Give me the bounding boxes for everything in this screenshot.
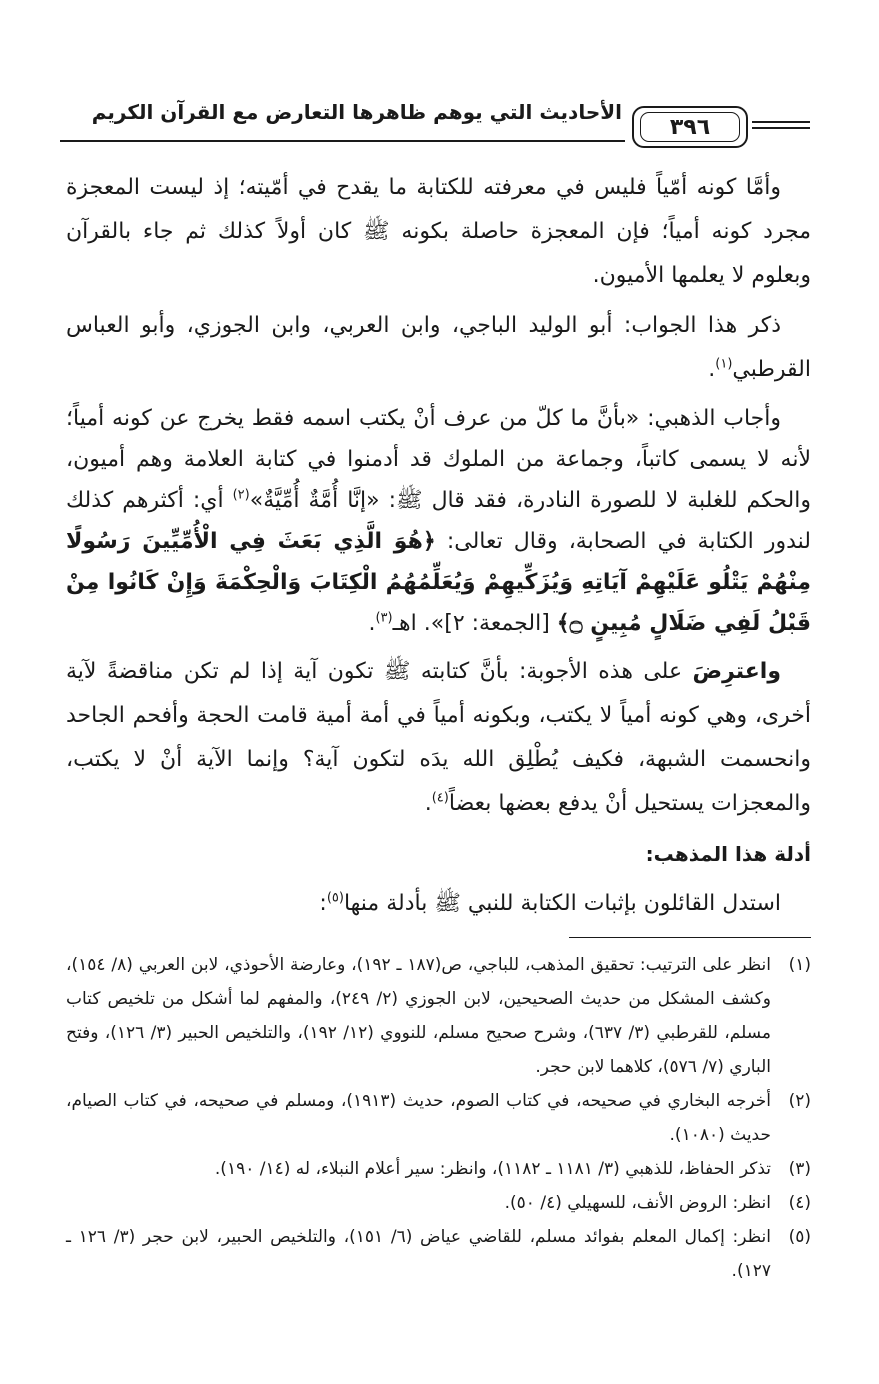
header-stub-rule (752, 121, 810, 123)
punctuation: . (708, 357, 716, 382)
footnote-text: أخرجه البخاري في صحيحه، في كتاب الصوم، حديث (١٩١٣)، ومسلم في صحيحه، في كتاب الصيام، حديث (١٠٨٠). (66, 1091, 771, 1145)
footnote-ref: (٥) (326, 890, 344, 906)
page-number: ٣٩٦ (669, 114, 711, 140)
footnote-separator (569, 937, 811, 938)
footnote-ref: (٢) (232, 487, 250, 503)
paragraph (66, 398, 811, 644)
footnote-number: (٥) (788, 1227, 811, 1247)
footnote-number: (١) (788, 955, 811, 975)
section-heading: أدلة هذا المذهب: (645, 842, 811, 866)
footnote-number: (٣) (788, 1159, 811, 1179)
paragraph (66, 650, 811, 826)
paragraph (66, 304, 811, 392)
footnote-number: (٤) (788, 1193, 811, 1213)
footnote (66, 1186, 811, 1220)
punctuation: . (368, 611, 376, 636)
paragraph-text: على هذه الأجوبة: بأنَّ كتابته ﷺ تكون آية إذا لم تكن مناقضةً لآية أخرى، وهي كونه أمياً لا يكتب، وبكونه أمياً في أمة أمية قامت الحجة وأفحم الجاحد وانحسمت الشبهة، فكيف يُطْلِق الله يدَه لتكون آية؟ وإنما الآية أنْ لا يكتب، والمعجزات يستحيل أنْ يدفع بعضها بعضاً (66, 659, 811, 816)
footnotes (66, 948, 811, 1288)
header-stub-rule (752, 127, 810, 129)
footnote-number: (٢) (788, 1091, 811, 1111)
footnote-text: انظر على الترتيب: تحقيق المذهب، للباجي، ص(١٨٧ ـ ١٩٢)، وعارضة الأحوذي، لابن العربي (٨/ ١٥٤)، وكشف المشكل من حديث الصحيحين، لابن الجوزي (٢/ ٢٤٩)، والمفهم لما أشكل من تلخيص كتاب مسلم، للقرطبي (٣/ ٦٣٧)، وشرح صحيح مسلم، للنووي (١٢/ ١٩٢)، والتلخيص الحبير (٣/ ١٢٦)، وفتح الباري (٧/ ٥٧٦)، كلاهما لابن حجر. (66, 955, 772, 1077)
footnote (66, 1084, 811, 1152)
verse-citation: [الجمعة: ٢]». اهـ (392, 611, 557, 636)
footnote (66, 1152, 811, 1186)
quran-verse: ﴿هُوَ الَّذِي بَعَثَ فِي الْأُمِّيِّينَ رَسُولًا مِنْهُمْ يَتْلُو عَلَيْهِمْ آيَاتِهِ وَيُزَكِّيهِمْ وَيُعَلِّمُهُمُ الْكِتَابَ وَالْحِكْمَةَ وَإِنْ كَانُوا مِنْ قَبْلُ لَفِي ضَلَالٍ مُبِينٍ ۝﴾ (66, 529, 811, 636)
footnote-ref: (٤) (431, 790, 449, 806)
footnote-text: انظر: إكمال المعلم بفوائد مسلم، للقاضي عياض (٦/ ١٥١)، والتلخيص الحبير، لابن حجر (٣/ ١٢٦ ـ ١٢٧). (66, 1227, 771, 1281)
paragraph-text: وأجاب الذهبي: «بأنَّ ما كلّ من عرف أنْ يكتب اسمه فقط يخرج عن كونه أمياً؛ لأنه لا يسمى كاتباً، وجماعة من الملوك قد أدمنوا في كتابة العلامة وهم أميون، والحكم للغلبة لا للصورة النادرة، فقد قال ﷺ: «إنَّا أُمَّةٌ أُمِّيَّةٌ» (66, 406, 811, 513)
footnote (66, 948, 811, 1084)
paragraph (66, 882, 811, 926)
paragraph-text: أي: أكثرهم كذلك لندور الكتابة في الصحابة، وقال تعالى: (66, 488, 811, 554)
page-header (60, 98, 810, 154)
paragraph-text: استدل القائلون بإثبات الكتابة للنبي ﷺ بأدلة منها (343, 891, 781, 916)
paragraph-text: ذكر هذا الجواب: أبو الوليد الباجي، وابن العربي، وابن الجوزي، وأبو العباس القرطبي (66, 313, 811, 382)
running-title: الأحاديث التي يوهم ظاهرها التعارض مع القرآن الكريم (91, 100, 622, 124)
footnote-ref: (٣) (375, 610, 393, 626)
footnote-ref: (١) (715, 356, 733, 372)
footnote-text: انظر: الروض الأنف، للسهيلي (٤/ ٥٠). (504, 1193, 771, 1213)
paragraph: وأمَّا كونه أمّياً فليس في معرفته للكتابة ما يقدح في أمّيته؛ إذ ليست المعجزة مجرد كونه أمياً؛ فإن المعجزة حاصلة بكونه ﷺ كان أولاً كذلك ثم جاء بالقرآن وبعلوم لا يعلمها الأميون. (66, 175, 811, 288)
main-text (66, 166, 811, 932)
page-number-frame (632, 106, 748, 148)
lead-word: واعترِضَ (692, 659, 781, 684)
footnote (66, 1220, 811, 1288)
punctuation: . (424, 791, 432, 816)
punctuation: : (319, 891, 327, 916)
footnote-text: تذكر الحفاظ، للذهبي (٣/ ١١٨١ ـ ١١٨٢)، وانظر: سير أعلام النبلاء، له (١٤/ ١٩٠). (214, 1159, 771, 1179)
header-rule (60, 140, 625, 142)
